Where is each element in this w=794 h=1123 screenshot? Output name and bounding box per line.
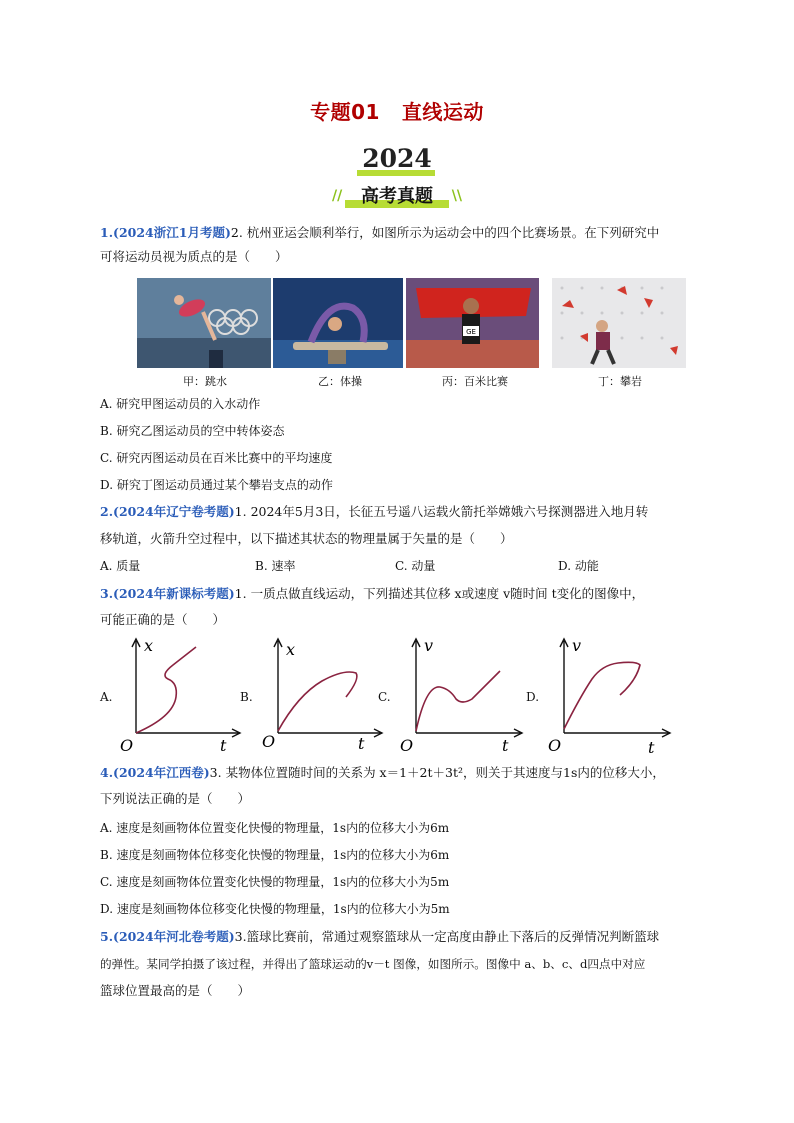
caption-climbing: 丁：攀岩 xyxy=(598,375,642,388)
q4-line1 xyxy=(100,764,665,782)
axis-x-c: t xyxy=(502,736,509,755)
caption-diving: 甲：跳水 xyxy=(183,375,227,388)
q2-line2: 移轨道，火箭升空过程中，以下描述其状态的物理量属于矢量的是（ ） xyxy=(100,531,513,546)
banner-slash-left: // xyxy=(332,188,343,204)
curve-a xyxy=(136,647,196,733)
banner-slash-right: \\ xyxy=(451,188,462,204)
q1-text1: 2. 杭州亚运会顺利举行，如图所示为运动会中的四个比赛场景。在下列研究中 xyxy=(230,225,660,240)
axis-x-a: t xyxy=(220,736,227,755)
q2-option-b: B. 速率 xyxy=(255,559,296,573)
q2-text1: 1. 2024年5月3日，长征五号遥八运载火箭托举嫦娥六号探测器进入地月转 xyxy=(234,504,649,519)
graph-label-d: D. xyxy=(526,690,540,704)
curve-d xyxy=(564,662,640,729)
q5-text1: 3.篮球比赛前，常通过观察篮球从一定高度由静止下落后的反弹情况判断篮球 xyxy=(234,929,660,944)
q4-text1: 3. 某物体位置随时间的关系为 x＝1＋2t＋3t²，则关于其速度与1s内的位移大小， xyxy=(209,765,665,780)
q1-option-a: A. 研究甲图运动员的入水动作 xyxy=(100,397,261,411)
graph-label-b: B. xyxy=(240,690,253,704)
axis-y-c: v xyxy=(424,636,434,655)
jersey-label: GE xyxy=(466,328,476,336)
q3-text1: 1. 一质点做直线运动，下列描述其位移 x或速度 v随时间 t变化的图像中， xyxy=(234,586,645,601)
axis-y-a: x xyxy=(144,636,154,655)
q5-line2: 的弹性。某同学拍摄了该过程，并得出了篮球运动的v－t 图像，如图所示。图像中 a、b、c、d四点中对应 xyxy=(100,957,646,971)
q3-line1 xyxy=(100,585,644,603)
axis-y-b: x xyxy=(286,640,296,659)
q4-option-c: C. 速度是刻画物体位置变化快慢的物理量，1s内的位移大小为5m xyxy=(100,875,450,889)
q4-source: 4.(2024年江西卷) xyxy=(100,765,210,780)
page-title xyxy=(0,96,794,125)
title-part2: 直线运动 xyxy=(401,100,484,124)
origin-a: O xyxy=(120,736,134,755)
q3-line2: 可能正确的是（ ） xyxy=(100,612,226,627)
photo-climbing xyxy=(552,278,686,368)
origin-b: O xyxy=(262,732,276,751)
curve-b xyxy=(278,672,357,731)
q2-option-d: D. 动能 xyxy=(558,559,599,573)
q1-line1 xyxy=(100,224,659,242)
caption-gymnastics: 乙：体操 xyxy=(318,375,362,388)
q2-option-c: C. 动量 xyxy=(395,559,436,573)
q4-option-a: A. 速度是刻画物体位置变化快慢的物理量，1s内的位移大小为6m xyxy=(100,821,450,835)
graph-c xyxy=(398,635,528,755)
q1-option-b: B. 研究乙图运动员的空中转体姿态 xyxy=(100,424,285,438)
q5-source: 5.(2024年河北卷考题) xyxy=(100,929,235,944)
photo-sprint xyxy=(406,278,539,368)
q3-source: 3.(2024年新课标考题) xyxy=(100,586,235,601)
graph-b xyxy=(260,635,388,755)
axis-y-d: v xyxy=(572,636,582,655)
origin-c: O xyxy=(400,736,414,755)
axis-x-d: t xyxy=(648,738,655,755)
caption-sprint: 丙：百米比赛 xyxy=(442,375,508,388)
q2-source: 2.(2024年辽宁卷考题) xyxy=(100,504,235,519)
origin-d: O xyxy=(548,736,562,755)
q4-line2: 下列说法正确的是（ ） xyxy=(100,791,251,806)
q2-option-a: A. 质量 xyxy=(100,559,141,573)
q4-option-d: D. 速度是刻画物体位移变化快慢的物理量，1s内的位移大小为5m xyxy=(100,902,450,916)
section-banner xyxy=(330,182,464,208)
photo-gymnastics xyxy=(273,278,403,368)
title-part1: 专题01 xyxy=(310,100,380,124)
q1-option-d: D. 研究丁图运动员通过某个攀岩支点的动作 xyxy=(100,478,333,492)
graph-label-c: C. xyxy=(378,690,391,704)
q4-option-b: B. 速度是刻画物体位移变化快慢的物理量，1s内的位移大小为6m xyxy=(100,848,450,862)
graph-label-a: A. xyxy=(100,690,113,704)
graph-a xyxy=(118,635,246,755)
q1-source: 1.(2024浙江1月考题) xyxy=(100,225,231,240)
q5-line3: 篮球位置最高的是（ ） xyxy=(100,983,251,998)
curve-c xyxy=(416,671,500,731)
photo-diving xyxy=(137,278,271,368)
q1-line2: 可将运动员视为质点的是（ ） xyxy=(100,249,288,264)
q2-line1 xyxy=(100,503,648,521)
banner-text: 高考真题 xyxy=(361,186,433,207)
graph-d xyxy=(546,635,676,755)
axis-x-b: t xyxy=(358,734,365,753)
year-heading: 2024 xyxy=(362,144,432,173)
q5-line1 xyxy=(100,928,659,946)
q1-option-c: C. 研究丙图运动员在百米比赛中的平均速度 xyxy=(100,451,333,465)
